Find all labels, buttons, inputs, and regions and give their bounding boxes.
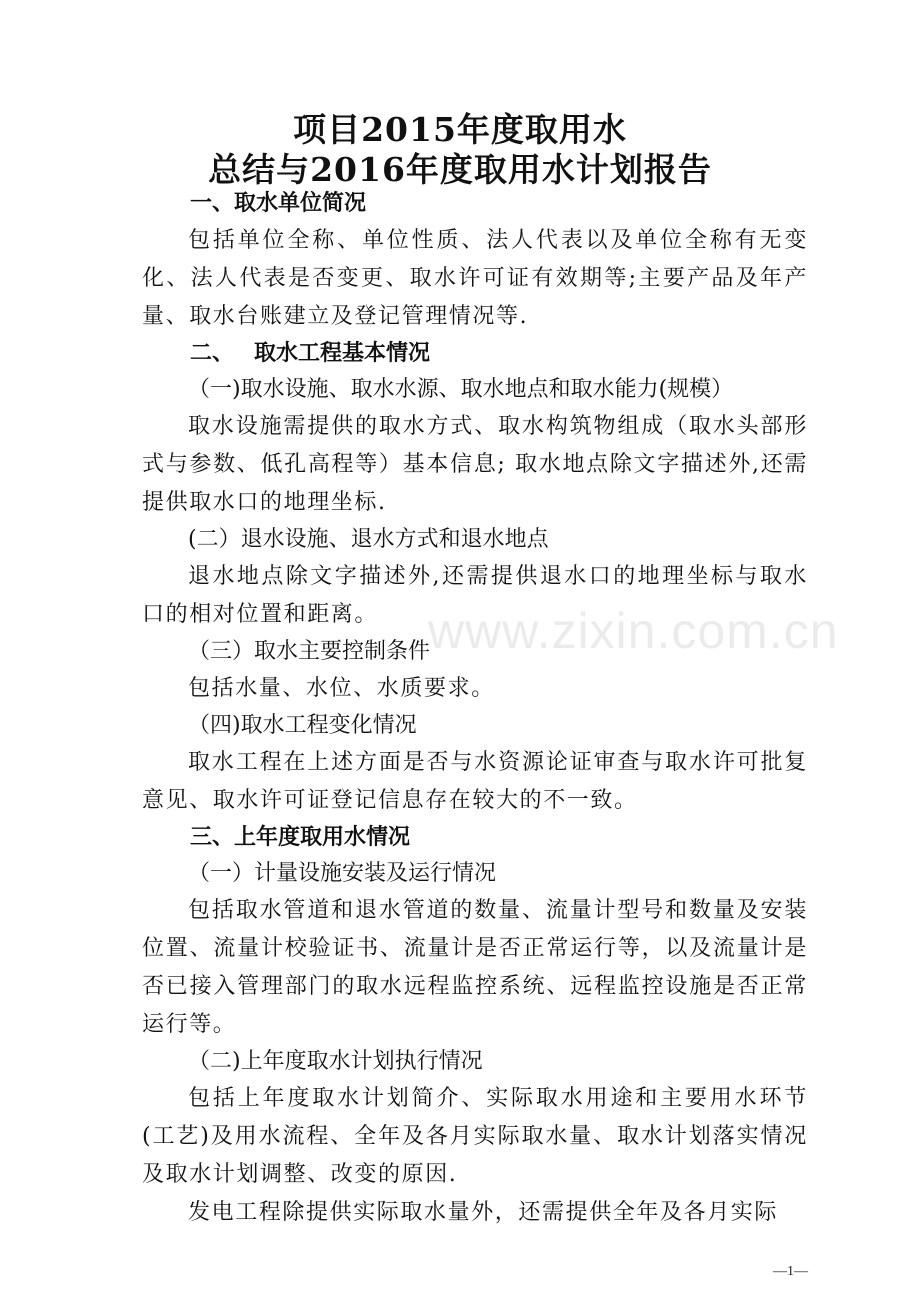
section-heading [142,336,808,372]
page-number: —1— [773,1264,808,1279]
section-title: 取水工程基本情况 [254,341,431,366]
paragraph: 包括上年度取水计划简介、实际取水用途和主要用水环节(工艺)及用水流程、全年及各月实际取水量、取水计划落实情况及取水计划调整、改变的原因. [142,1086,808,1187]
paragraph: 退水地点除文字描述外,还需提供退水口的地理坐标与取水口的相对位置和距离。 [142,564,808,627]
paragraph: 取水工程在上述方面是否与水资源论证审查与取水许可批复意见、取水许可证登记信息存在较大的不一致。 [142,750,808,813]
section-heading [142,820,808,856]
paragraph: 包括单位全称、单位性质、法人代表以及单位全称有无变化、法人代表是否变更、取水许可证有效期等;主要产品及年产量、取水台账建立及登记管理情况等. [142,228,808,329]
subsection-heading: （四)取水工程变化情况 [188,713,417,738]
subsection-heading: (二）退水设施、退水方式和退水地点 [188,527,549,552]
subsection-heading: （二)上年度取水计划执行情况 [188,1049,483,1074]
document-body [142,186,808,1232]
watermark: www.zixin.com.cn [428,603,839,659]
document-title [0,110,920,190]
paragraph: 取水设施需提供的取水方式、取水构筑物组成（取水头部形式与参数、低孔高程等）基本信息; 取水地点除文字描述外,还需提供取水口的地理坐标. [142,414,808,515]
paragraph: 包括水量、水位、水质要求。 [188,676,495,701]
subsection-heading: （三）取水主要控制条件 [188,639,431,664]
title-line-2: 总结与2016年度取用水计划报告 [208,150,712,189]
section-number: 三、 [190,825,235,850]
section-title: 上年度取用水情况 [234,825,411,850]
paragraph: 发电工程除提供实际取水量外，还需提供全年及各月实际 [188,1200,779,1225]
title-line-1: 项目2015年度取用水 [293,110,627,149]
section-heading [142,186,808,222]
section-number: 一、 [190,191,235,216]
section-number: 二、 [190,341,235,366]
paragraph: 包括取水管道和退水管道的数量、流量计型号和数量及安装位置、流量计校验证书、流量计是否正常运行等，以及流量计是否已接入管理部门的取水远程监控系统、远程监控设施是否正常运行等。 [142,898,808,1037]
section-title: 取水单位简况 [234,191,367,216]
subsection-heading: （一）计量设施安装及运行情况 [188,861,497,886]
subsection-heading: （一)取水设施、取水水源、取水地点和取水能力(规模） [188,377,734,402]
